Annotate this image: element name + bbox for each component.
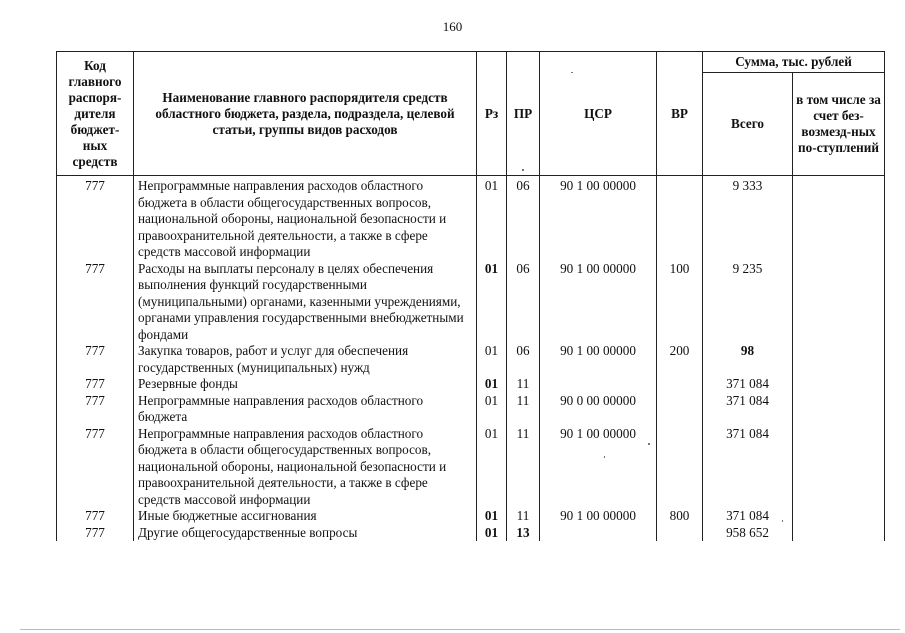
scan-speck [782, 520, 783, 522]
cell-code: 777 [57, 376, 134, 393]
cell-csr: 90 1 00 00000 [540, 426, 657, 509]
table-row [57, 376, 885, 393]
cell-total: 98 [703, 343, 793, 376]
cell-code: 777 [57, 525, 134, 542]
cell-vr [657, 176, 703, 261]
scan-speck [648, 443, 650, 445]
cell-rz: 01 [477, 176, 507, 261]
header-vr: ВР [657, 52, 703, 176]
cell-rz: 01 [477, 343, 507, 376]
cell-csr: 90 0 00 00000 [540, 393, 657, 426]
cell-rz: 01 [477, 393, 507, 426]
cell-name: Резервные фонды [134, 376, 477, 393]
budget-table-sheet [56, 51, 884, 541]
cell-free [793, 343, 885, 376]
table-row [57, 393, 885, 426]
cell-vr: 200 [657, 343, 703, 376]
table-row [57, 261, 885, 344]
cell-vr [657, 426, 703, 509]
cell-code: 777 [57, 426, 134, 509]
cell-rz: 01 [477, 508, 507, 525]
cell-name: Расходы на выплаты персоналу в целях обеспечения выполнения функций государственными (муниципальными) органами, казенными учреждениями, органами управления государственными внебюджетными фондами [134, 261, 477, 344]
cell-name: Закупка товаров, работ и услуг для обеспечения государственных (муниципальных) нужд [134, 343, 477, 376]
cell-free [793, 393, 885, 426]
cell-total: 371 084 [703, 393, 793, 426]
cell-vr [657, 376, 703, 393]
header-name: Наименование главного распорядителя средств областного бюджета, раздела, подраздела, целевой статьи, группы видов расходов [134, 52, 477, 176]
cell-code: 777 [57, 393, 134, 426]
cell-pr: 11 [507, 508, 540, 525]
scan-speck [522, 169, 524, 171]
cell-free [793, 176, 885, 261]
cell-total: 371 084 [703, 508, 793, 525]
cell-rz: 01 [477, 261, 507, 344]
cell-code: 777 [57, 343, 134, 376]
header-total: Всего [703, 73, 793, 176]
table-row [57, 176, 885, 261]
cell-total: 371 084 [703, 426, 793, 509]
cell-name: Непрограммные направления расходов областного бюджета в области общегосударственных вопросов, национальной обороны, национальной безопасности и правоохранительной деятельности, а также в сфере средств массовой информации [134, 426, 477, 509]
cell-pr: 13 [507, 525, 540, 542]
cell-rz: 01 [477, 525, 507, 542]
table-row [57, 525, 885, 542]
cell-pr: 11 [507, 393, 540, 426]
cell-name: Непрограммные направления расходов областного бюджета в области общегосударственных вопросов, национальной обороны, национальной безопасности и правоохранительной деятельности, а также в сфере средств массовой информации [134, 176, 477, 261]
cell-free [793, 508, 885, 525]
cell-name: Непрограммные направления расходов областного бюджета [134, 393, 477, 426]
page-number: 160 [442, 19, 463, 34]
cell-pr: 06 [507, 176, 540, 261]
header-pr: ПР [507, 52, 540, 176]
cell-code: 777 [57, 176, 134, 261]
cell-rz: 01 [477, 376, 507, 393]
cell-free [793, 426, 885, 509]
cell-vr: 100 [657, 261, 703, 344]
header-rz: Рз [477, 52, 507, 176]
cell-csr [540, 376, 657, 393]
cell-name: Иные бюджетные ассигнования [134, 508, 477, 525]
cell-free [793, 525, 885, 542]
cell-vr [657, 525, 703, 542]
scan-speck [20, 629, 900, 630]
scan-speck [571, 72, 573, 73]
cell-name: Другие общегосударственные вопросы [134, 525, 477, 542]
cell-csr: 90 1 00 00000 [540, 508, 657, 525]
table-row [57, 343, 885, 376]
cell-total: 371 084 [703, 376, 793, 393]
header-free-receipts: в том числе за счет без-возмезд-ных по-ступлений [793, 73, 885, 176]
cell-pr: 11 [507, 426, 540, 509]
cell-csr [540, 525, 657, 542]
cell-pr: 06 [507, 261, 540, 344]
cell-rz: 01 [477, 426, 507, 509]
cell-pr: 11 [507, 376, 540, 393]
cell-vr [657, 393, 703, 426]
header-code: Код главного распоря-дителя бюджет-ных средств [57, 52, 134, 176]
cell-vr: 800 [657, 508, 703, 525]
cell-csr: 90 1 00 00000 [540, 261, 657, 344]
scan-speck [604, 456, 605, 458]
cell-total: 958 652 [703, 525, 793, 542]
cell-csr: 90 1 00 00000 [540, 176, 657, 261]
cell-total: 9 235 [703, 261, 793, 344]
cell-total: 9 333 [703, 176, 793, 261]
cell-free [793, 261, 885, 344]
cell-csr: 90 1 00 00000 [540, 343, 657, 376]
table-row [57, 508, 885, 525]
cell-pr: 06 [507, 343, 540, 376]
cell-code: 777 [57, 508, 134, 525]
header-sum-group: Сумма, тыс. рублей [703, 52, 885, 73]
table-row [57, 426, 885, 509]
cell-free [793, 376, 885, 393]
cell-code: 777 [57, 261, 134, 344]
header-csr: ЦСР [540, 52, 657, 176]
budget-table [56, 51, 885, 541]
